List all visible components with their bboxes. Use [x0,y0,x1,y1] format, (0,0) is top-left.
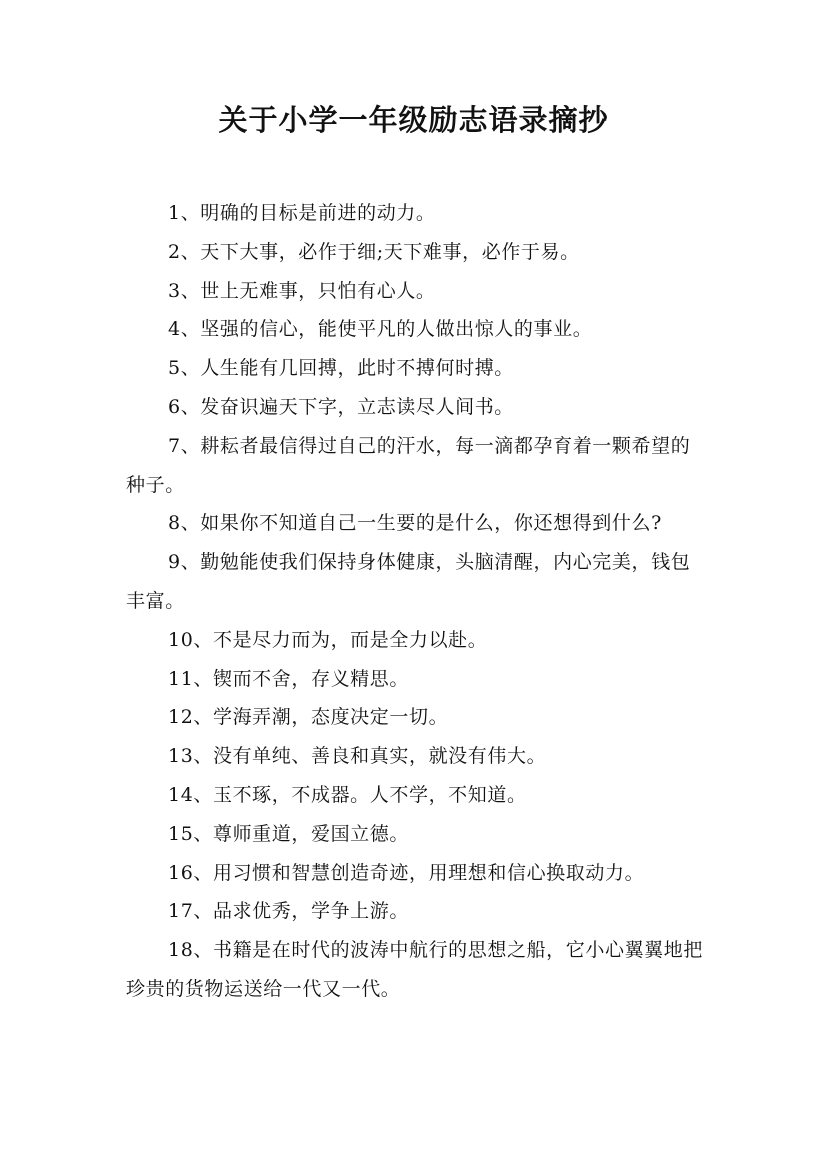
quote-item: 1、明确的目标是前进的动力。 [168,202,436,224]
quote-item: 14、玉不琢，不成器。人不学，不知道。 [168,783,527,806]
quote-item: 4、坚强的信心，能使平凡的人做出惊人的事业。 [168,318,593,341]
quote-item: 8、如果你不知道自己一生要的是什么，你还想得到什么? [168,512,662,535]
quote-item: 9、勤勉能使我们保持身体健康，头脑清醒，内心完美，钱包丰富。 [126,551,691,612]
quote-item: 18、书籍是在时代的波涛中航行的思想之船，它小心翼翼地把珍贵的货物运送给一代又一代。 [126,939,703,1000]
quote-item: 12、学海弄潮，态度决定一切。 [168,706,449,729]
quote-item: 16、用习惯和智慧创造奇迹，用理想和信心换取动力。 [168,861,645,884]
document-title: 关于小学一年级励志语录摘抄 [218,103,609,137]
quote-item: 6、发奋识遍天下字，立志读尽人间书。 [168,395,514,418]
quote-item: 15、尊师重道，爱国立德。 [168,822,409,845]
quote-item: 3、世上无难事，只怕有心人。 [168,279,436,302]
quote-item: 2、天下大事，必作于细;天下难事，必作于易。 [168,240,580,263]
quote-item: 7、耕耘者最信得过自己的汗水，每一滴都孕育着一颗希望的种子。 [126,434,691,496]
quote-list [126,194,706,1009]
quote-item: 10、不是尽力而为，而是全力以赴。 [168,628,488,651]
quote-item: 11、锲而不舍，存义精思。 [168,667,409,690]
quote-item: 17、品求优秀，学争上游。 [168,900,409,923]
quote-item: 5、人生能有几回搏，此时不搏何时搏。 [168,357,514,380]
quote-item: 13、没有单纯、善良和真实，就没有伟大。 [168,745,547,768]
